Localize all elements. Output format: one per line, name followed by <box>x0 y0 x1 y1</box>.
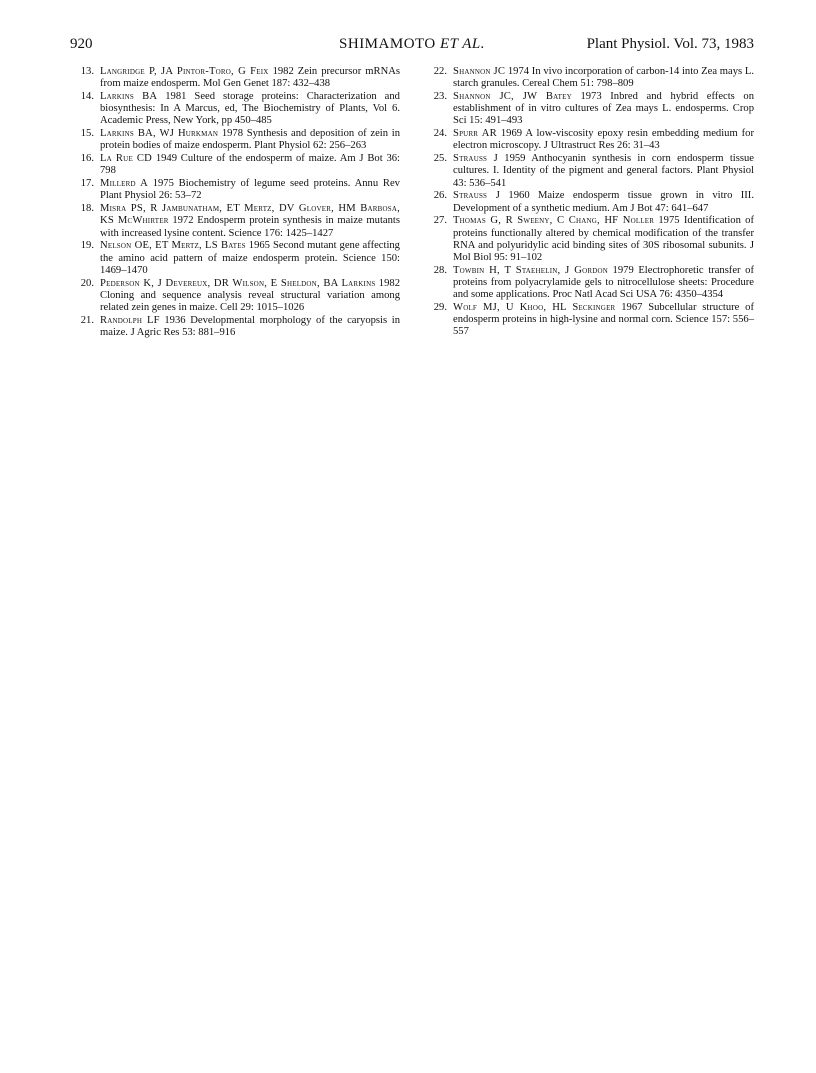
reference-text: 1982 Cloning and sequence analysis reveal structural variation among related zein genes in maize. Cell 29: 1015–1026 <box>100 277 400 314</box>
reference-text: 1973 Inbred and hybrid effects on establishment of in vitro cultures of Zea mays L. endosperms. Crop Sci 15: 491–493 <box>453 91 755 127</box>
reference-number: 16 . <box>70 153 94 165</box>
reference-entry <box>423 128 754 152</box>
reference-authors: Pederson K, J Devereux, DR Wilson, E Sheldon, BA Larkins <box>100 277 376 289</box>
reference-entry <box>70 240 400 277</box>
reference-authors: Towbin H, T Staehelin, J Gordon <box>453 264 608 276</box>
reference-authors: Millerd A <box>100 178 148 190</box>
reference-text: 1967 Subcellular structure of endosperm proteins in high-lysine and normal corn. Science 157: 556–557 <box>453 302 755 338</box>
reference-authors: Strauss J <box>453 153 498 165</box>
reference-authors: Randolph LF <box>100 314 160 326</box>
reference-entry <box>423 215 754 264</box>
reference-authors: Wolf MJ, U Khoo, HL Seckinger <box>453 302 616 314</box>
running-head-et-al: ET AL. <box>440 36 485 52</box>
reference-text: 1969 A low-viscosity epoxy resin embedding medium for electron microscopy. J Ultrastruct Res 26: 31–43 <box>453 128 755 152</box>
reference-number: 22 . <box>423 66 447 78</box>
reference-entry <box>70 128 400 152</box>
reference-authors: Misra PS, R Jambunatham, ET Mertz, DV Glover, HM Barbosa, KS McWhirter <box>100 203 400 227</box>
reference-entry <box>423 66 754 90</box>
reference-number: 20 . <box>70 278 94 290</box>
references-column-left <box>70 66 400 340</box>
reference-authors: Shannon JC, JW Batey <box>453 91 572 102</box>
reference-entry <box>70 178 400 202</box>
reference-text: 1982 Zein precursor mRNAs from maize endosperm. Mol Gen Genet 187: 432–438 <box>100 66 400 90</box>
reference-entry <box>70 66 400 90</box>
reference-text: 1936 Developmental morphology of the caryopsis in maize. J Agric Res 53: 881–916 <box>100 314 400 339</box>
reference-entry <box>70 91 400 128</box>
reference-number: 29 . <box>423 302 447 314</box>
reference-text: 1972 Endosperm protein synthesis in maize mutants with increased lysine content. Science 176: 1425–1427 <box>100 215 400 239</box>
reference-authors: Langridge P, JA Pintor-Toro, G Feix <box>100 66 269 77</box>
reference-entry <box>70 315 400 339</box>
reference-authors: Thomas G, R Sweeny, C Chang, HF Noller <box>453 215 655 227</box>
references-column-right <box>423 66 754 339</box>
reference-text: 1974 In vivo incorporation of carbon-14 into Zea mays L. starch granules. Cereal Chem 51: 798–809 <box>453 66 755 90</box>
reference-number: 28 . <box>423 265 447 277</box>
reference-entry <box>70 203 400 240</box>
reference-authors: Larkins BA <box>100 91 158 102</box>
journal-citation: Plant Physiol. Vol. 73, 1983 <box>586 36 754 52</box>
reference-text: 1978 Synthesis and deposition of zein in protein bodies of maize endosperm. Plant Physiol 62: 256–263 <box>100 128 400 152</box>
reference-number: 25 . <box>423 153 447 165</box>
reference-number: 13 . <box>70 66 94 78</box>
reference-number: 17 . <box>70 178 94 190</box>
reference-text: 1960 Maize endosperm tissue grown in vitro III. Development of a synthetic medium. Am J Bot 47: 641–647 <box>453 190 754 214</box>
reference-entry <box>423 91 754 128</box>
reference-number: 18 . <box>70 203 94 215</box>
reference-number: 14 . <box>70 91 94 103</box>
reference-number: 23 . <box>423 91 447 103</box>
reference-number: 19 . <box>70 240 94 252</box>
reference-entry <box>423 190 754 214</box>
running-header <box>70 36 754 58</box>
reference-entry <box>423 302 754 339</box>
running-head-author-name: SHIMAMOTO <box>339 36 436 52</box>
reference-authors: Shannon JC <box>453 66 506 77</box>
reference-number: 24 . <box>423 128 447 140</box>
reference-text: 1959 Anthocyanin synthesis in corn endosperm tissue cultures. I. Identity of the pigment and general factors. Plant Physiol 43: 536–541 <box>453 153 754 189</box>
reference-text: 1949 Culture of the endosperm of maize. Am J Bot 36: 798 <box>100 153 400 177</box>
reference-text: 1965 Second mutant gene affecting the amino acid pattern of maize endosperm protein. Science 150: 1469–1470 <box>100 240 400 276</box>
reference-entry <box>70 153 400 177</box>
reference-entry <box>423 153 754 190</box>
reference-authors: Spurr AR <box>453 128 497 140</box>
reference-authors: Nelson OE, ET Mertz, LS Bates <box>100 240 246 252</box>
reference-text: 1975 Biochemistry of legume seed proteins. Annu Rev Plant Physiol 26: 53–72 <box>100 178 400 202</box>
reference-entry <box>70 278 400 315</box>
reference-number: 21 . <box>70 315 94 327</box>
reference-text: 1979 Electrophoretic transfer of proteins from polyacrylamide gels to nitrocellulose sheets: Procedure and some applications. Proc Natl Acad Sci USA 76: 4350–4354 <box>453 264 754 301</box>
reference-authors: La Rue CD <box>100 153 153 165</box>
page-number: 920 <box>70 36 93 52</box>
reference-number: 26 . <box>423 190 447 202</box>
reference-text: 1975 Identification of proteins functionally altered by chemical modification of the transfer RNA and polyuridylic acid binding sites of 30S ribosomal subunits. J Mol Biol 95: 91–102 <box>453 215 754 264</box>
reference-authors: Strauss J <box>453 190 501 202</box>
reference-text: 1981 Seed storage proteins: Characterization and biosynthesis: In A Marcus, ed, The Biochemistry of Plants, Vol 6. Academic Press, New York, pp 450–485 <box>100 91 400 127</box>
reference-authors: Larkins BA, WJ Hurkman <box>100 128 219 140</box>
reference-number: 27 . <box>423 215 447 227</box>
reference-number: 15 . <box>70 128 94 140</box>
reference-entry <box>423 265 754 302</box>
